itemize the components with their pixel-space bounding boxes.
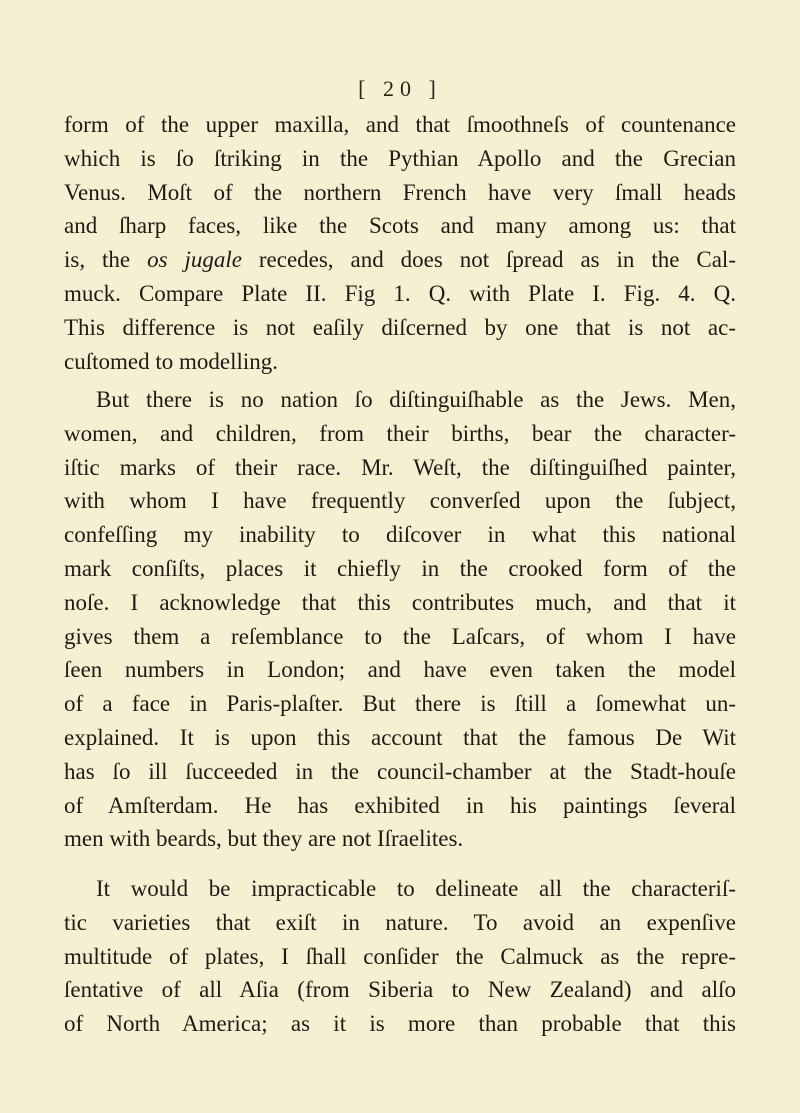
text-line: women, and children, from their births, bear the character-	[64, 420, 736, 446]
text-line: gives them a reſemblance to the Laſcars, of whom I have	[64, 623, 736, 649]
paragraph-2	[64, 383, 736, 856]
text-line: with whom I have frequently converſed upon the ſubject,	[64, 488, 736, 514]
italic-term: os jugale	[147, 247, 242, 273]
text-line: ſeen numbers in London; and have even taken the model	[64, 657, 736, 683]
text-line: This difference is not eaſily diſcerned by one that is not ac-	[64, 314, 736, 340]
text-line: multitude of plates, I ſhall conſider the Calmuck as the repre-	[64, 943, 736, 969]
text-line: of North America; as it is more than probable that this	[64, 1011, 736, 1037]
text-line: explained. It is upon this account that the famous De Wit	[64, 724, 736, 750]
paragraph-1	[64, 108, 736, 378]
text-line: men with beards, but they are not Iſraelites.	[64, 826, 464, 852]
text-line: of Amſterdam. He has exhibited in his paintings ſeveral	[64, 792, 736, 818]
text-line: confeſſing my inability to diſcover in what this national	[64, 522, 736, 548]
text-line: of a face in Paris-plaſter. But there is ſtill a ſomewhat un-	[64, 691, 736, 717]
paragraph-3	[64, 872, 736, 1041]
text-line: which is ſo ſtriking in the Pythian Apollo and the Grecian	[64, 145, 736, 171]
text-line: muck. Compare Plate II. Fig 1. Q. with Plate I. Fig. 4. Q.	[64, 280, 736, 306]
text-line: But there is no nation ſo diſtinguiſhable as the Jews. Men,	[96, 387, 736, 412]
text-line: and ſharp faces, like the Scots and many among us: that	[64, 213, 736, 239]
text-line: cuſtomed to modelling.	[64, 348, 278, 374]
text-line: ſentative of all Aſia (from Siberia to New Zealand) and alſo	[64, 977, 736, 1003]
text-line: has ſo ill ſucceeded in the council-chamber at the Stadt-houſe	[64, 758, 736, 784]
page-number: [ 20 ]	[358, 76, 442, 101]
text-line: iſtic marks of their race. Mr. Weſt, the diſtinguiſhed painter,	[64, 454, 736, 480]
text-line: form of the upper maxilla, and that ſmoothneſs of countenance	[64, 112, 736, 137]
text-line-with-italic: is, the os jugale recedes, and does not ſpread as in the Cal-	[64, 247, 736, 273]
text-line: It would be impracticable to delineate all the characteriſ-	[96, 876, 736, 901]
text-line: tic varieties that exiſt in nature. To avoid an expenſive	[64, 909, 736, 935]
text-line: noſe. I acknowledge that this contributes much, and that it	[64, 589, 736, 615]
text-line: mark conſiſts, places it chiefly in the crooked form of the	[64, 555, 736, 581]
text-line: Venus. Moſt of the northern French have very ſmall heads	[64, 179, 736, 205]
